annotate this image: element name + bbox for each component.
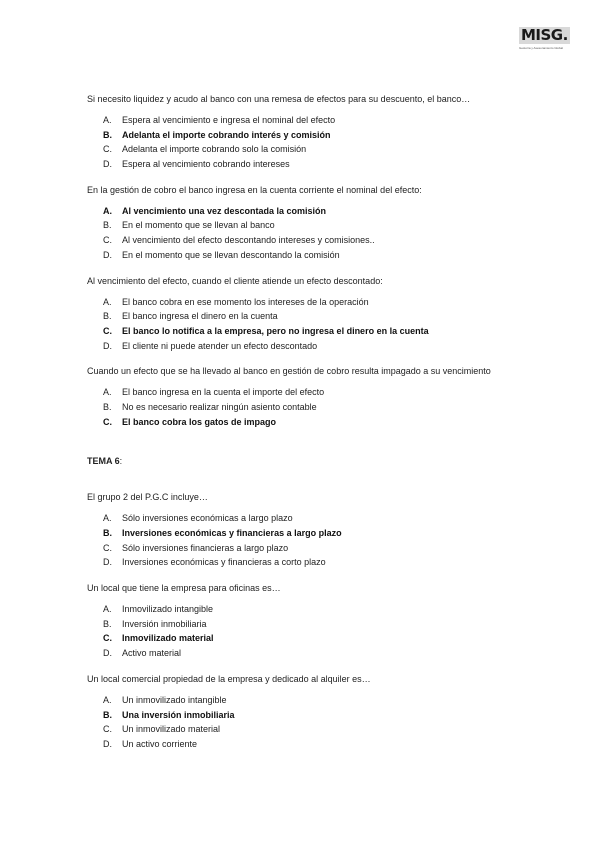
question-text: En la gestión de cobro el banco ingresa en la cuenta corriente el nominal del efecto: <box>87 184 422 195</box>
answer-option <box>103 250 527 265</box>
option-letter: A. <box>103 296 112 307</box>
answer-options <box>103 115 527 174</box>
section-heading <box>87 456 527 467</box>
answer-option <box>103 695 527 710</box>
option-text: En el momento que se llevan al banco <box>122 220 275 231</box>
answer-option <box>103 144 527 159</box>
answer-options <box>103 297 527 356</box>
answer-option <box>103 739 527 754</box>
option-letter: A. <box>103 387 112 398</box>
option-text: En el momento que se llevan descontando la comisión <box>122 249 340 260</box>
answer-option <box>103 220 527 235</box>
logo-mark: MISG. <box>521 26 568 44</box>
option-text: Un activo corriente <box>122 738 198 749</box>
option-letter: A. <box>103 115 112 125</box>
option-letter: C. <box>103 542 112 553</box>
answer-options <box>103 387 527 431</box>
answer-option <box>103 387 527 402</box>
answer-options <box>103 206 527 265</box>
answer-option-correct <box>103 326 527 341</box>
option-text: Inversiones económicas y financieras a corto plazo <box>122 557 326 568</box>
answer-option-correct <box>103 633 527 648</box>
answer-option-correct <box>103 710 527 725</box>
option-letter: A. <box>103 604 112 615</box>
option-text: Un inmovilizado intangible <box>122 694 227 705</box>
answer-option-correct <box>103 528 527 543</box>
document-body <box>87 94 527 765</box>
option-letter: C. <box>103 144 112 155</box>
option-text: El banco cobra en ese momento los intereses de la operación <box>122 296 369 307</box>
option-text: El banco ingresa el dinero en la cuenta <box>122 311 278 322</box>
option-text: Al vencimiento una vez descontada la comisión <box>122 205 327 216</box>
answer-options <box>103 604 527 663</box>
question-text: Si necesito liquidez y acudo al banco con una remesa de efectos para su descuento, el banco… <box>87 94 471 104</box>
answer-option <box>103 543 527 558</box>
option-letter: B. <box>103 129 112 140</box>
answer-option-correct <box>103 130 527 145</box>
option-letter: C. <box>103 325 112 336</box>
question-text: Al vencimiento del efecto, cuando el cliente atiende un efecto descontado: <box>87 275 383 286</box>
question-group <box>87 94 527 431</box>
option-letter: D. <box>103 648 112 659</box>
answer-option <box>103 557 527 572</box>
option-text: Un inmovilizado material <box>122 724 221 735</box>
option-text: Inmovilizado material <box>122 633 214 644</box>
answer-option-correct <box>103 206 527 221</box>
option-letter: D. <box>103 738 112 749</box>
option-letter: C. <box>103 235 112 246</box>
answer-option <box>103 402 527 417</box>
answer-option-correct <box>103 417 527 432</box>
option-letter: B. <box>103 311 112 322</box>
option-text: Inmovilizado intangible <box>122 604 214 615</box>
logo-subtitle: Gestoría y Asesoramiento Global <box>519 46 564 50</box>
answer-options <box>103 695 527 754</box>
option-text: El banco cobra los gatos de impago <box>122 416 277 427</box>
option-letter: A. <box>103 694 112 705</box>
option-text: Activo material <box>122 648 182 659</box>
answer-option <box>103 159 527 174</box>
answer-option <box>103 724 527 739</box>
option-letter: D. <box>103 557 112 568</box>
option-letter: B. <box>103 528 112 538</box>
company-logo <box>519 27 569 53</box>
answer-option <box>103 235 527 250</box>
answer-option <box>103 311 527 326</box>
question-text: Un local que tiene la empresa para oficinas es… <box>87 583 281 594</box>
answer-option <box>103 513 527 528</box>
option-letter: D. <box>103 249 112 260</box>
option-letter: B. <box>103 618 112 629</box>
option-letter: B. <box>103 401 112 412</box>
option-letter: B. <box>103 220 112 231</box>
option-text: Sólo inversiones financieras a largo plazo <box>122 542 289 553</box>
answer-option <box>103 648 527 663</box>
answer-option <box>103 619 527 634</box>
option-letter: C. <box>103 633 112 644</box>
option-text: Inversión inmobiliaria <box>122 618 207 629</box>
option-text: No es necesario realizar ningún asiento contable <box>122 401 317 412</box>
option-text: Sólo inversiones económicas a largo plazo <box>122 513 293 524</box>
question-text: El grupo 2 del P.G.C incluye… <box>87 492 208 503</box>
option-letter: C. <box>103 724 112 735</box>
answer-option <box>103 341 527 356</box>
section-title: TEMA 6 <box>87 456 120 467</box>
option-text: Espera al vencimiento e ingresa el nominal del efecto <box>122 115 336 125</box>
question-text: Un local comercial propiedad de la empresa y dedicado al alquiler es… <box>87 673 371 684</box>
option-letter: C. <box>103 416 112 427</box>
option-text: Al vencimiento del efecto descontando intereses y comisiones.. <box>122 235 375 246</box>
answer-option <box>103 297 527 312</box>
answer-option <box>103 604 527 619</box>
option-text: El banco ingresa en la cuenta el importe del efecto <box>122 387 325 398</box>
option-letter: D. <box>103 159 112 170</box>
answer-options <box>103 513 527 572</box>
option-text: Adelanta el importe cobrando solo la comisión <box>122 144 307 155</box>
option-letter: D. <box>103 340 112 351</box>
option-text: El cliente ni puede atender un efecto descontado <box>122 340 318 351</box>
option-letter: A. <box>103 205 112 216</box>
section-colon: : <box>119 456 123 467</box>
answer-option <box>103 115 527 130</box>
option-text: Una inversión inmobiliaria <box>122 709 235 720</box>
option-text: Espera al vencimiento cobrando intereses <box>122 159 290 170</box>
question-text: Cuando un efecto que se ha llevado al banco en gestión de cobro resulta impagado a su vencimiento <box>87 366 491 377</box>
option-letter: B. <box>103 709 112 720</box>
option-text: El banco lo notifica a la empresa, pero no ingresa el dinero en la cuenta <box>122 325 429 336</box>
option-text: Inversiones económicas y financieras a largo plazo <box>122 528 342 538</box>
option-text: Adelanta el importe cobrando interés y comisión <box>122 129 331 140</box>
question-group <box>87 492 527 753</box>
option-letter: A. <box>103 513 112 524</box>
